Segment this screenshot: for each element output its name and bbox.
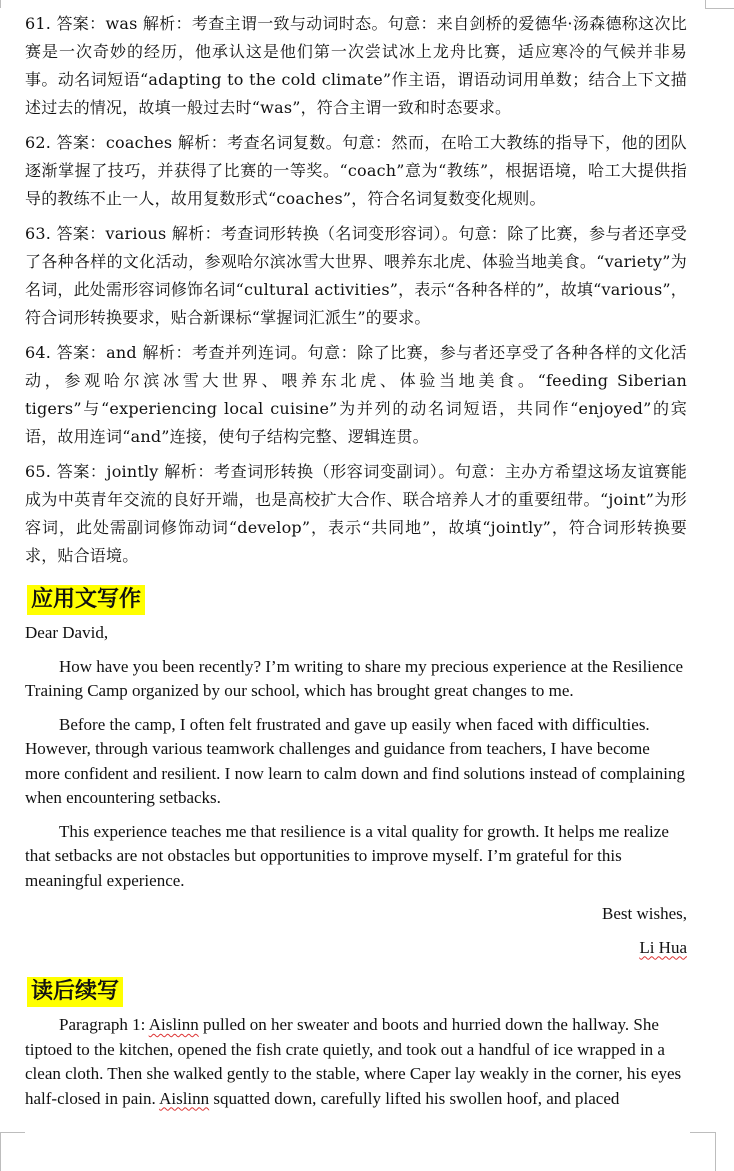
crop-mark-top-right-v	[705, 0, 706, 8]
crop-mark-top-right-h	[705, 8, 734, 9]
answer-62: 62. 答案：coaches 解析：考查名词复数。句意：然而，在哈工大教练的指导下，他的团队逐渐掌握了技巧，并获得了比赛的一等奖。“coach”意为“教练”，根据语境，哈工大提供指导的教练不止一人，故用复数形式“coaches”，符合名词复数变化规则。	[25, 133, 687, 208]
section-heading-continuation-writing: 读后续写	[27, 977, 123, 1007]
letter-signature	[25, 936, 687, 961]
section-heading-practical-writing: 应用文写作	[27, 585, 145, 615]
letter-greeting: Dear David,	[25, 623, 109, 642]
signature-text: Li Hua	[639, 937, 687, 957]
letter-paragraph-2: Before the camp, I often felt frustrated and gave up easily when faced with difficulties. However, through various teamwork challenges and guidance from teachers, I have become more confident and resilient. I now learn to calm down and find solutions instead of complaining when encountering setbacks.	[25, 714, 686, 807]
answer-63: 63. 答案：various 解析：考查词形转换（名词变形容词）。句意：除了比赛，参与者还享受了各种各样的文化活动，参观哈尔滨冰雪大世界、喂养东北虎、体验当地美食。“variety”为名词，此处需形容词修饰名词“cultural activities”，表示“各种各样的”，故填“various”，符合词形转换要求，贴合新课标“掌握词汇派生”的要求。	[25, 224, 687, 327]
crop-mark-bottom-left-h	[0, 1132, 25, 1133]
continuation-paragraph-1	[25, 1013, 687, 1111]
answer-64: 64. 答案：and 解析：考查并列连词。句意：除了比赛，参与者还享受了各种各样的文化活动，参观哈尔滨冰雪大世界、喂养东北虎、体验当地美食。“feeding Siberian tigers”与“experiencing local cuisine”为并列的动名词短语，共同作“enjoyed”的宾语，故用连词“and”连接，使句子结构完整、逻辑连贯。	[25, 343, 687, 446]
letter-paragraph-3: This experience teaches me that resilience is a vital quality for growth. It helps me realize that setbacks are not obstacles but opportunities to improve myself. I’m grateful for this meaningful experience.	[25, 821, 669, 890]
letter-paragraph-1: How have you been recently? I’m writing to share my precious experience at the Resilience Training Camp organized by our school, which has brought great changes to me.	[25, 656, 684, 700]
character-name: Aislinn	[148, 1015, 199, 1034]
crop-mark-bottom-right-v	[715, 1132, 716, 1171]
character-name-2: Aislinn	[159, 1088, 210, 1108]
answer-65: 65. 答案：jointly 解析：考查词形转换（形容词变副词）。句意：主办方希望这场友谊赛能成为中英青年交流的良好开端，也是高校扩大合作、联合培养人才的重要纽带。“joint”为形容词，此处需副词修饰动词“develop”，表示“共同地”，故填“jointly”，符合词形转换要求，贴合语境。	[25, 462, 687, 565]
letter-closing: Best wishes,	[602, 904, 687, 923]
crop-mark-bottom-right-h	[690, 1132, 715, 1133]
paragraph-text-mid: pulled on her sweater and boots and hurried down the hallway. She tiptoed to the kitchen, opened the fish crate quietly, and took out a handful of ice wrapped in a clean cloth. Then she walked gently to the stable, where Caper lay weakly in the corner, his eyes half-closed in pain.	[25, 1015, 682, 1108]
crop-mark-top-left-v	[0, 0, 1, 8]
paragraph-text-end: squatted down, carefully lifted his swollen hoof, and placed	[209, 1088, 620, 1108]
answer-61: 61. 答案：was 解析：考查主谓一致与动词时态。句意：来自剑桥的爱德华·汤森德称这次比赛是一次奇妙的经历，他承认这是他们第一次尝试冰上龙舟比赛，适应寒冷的气候并非易事。动名词短语“adapting to the cold climate”作主语，谓语动词用单数；结合上下文描述过去的情况，故填一般过去时“was”，符合主谓一致和时态要求。	[25, 14, 687, 117]
paragraph-label: Paragraph 1:	[59, 1015, 149, 1034]
crop-mark-bottom-left-v	[0, 1132, 1, 1171]
document-page	[25, 10, 687, 1120]
